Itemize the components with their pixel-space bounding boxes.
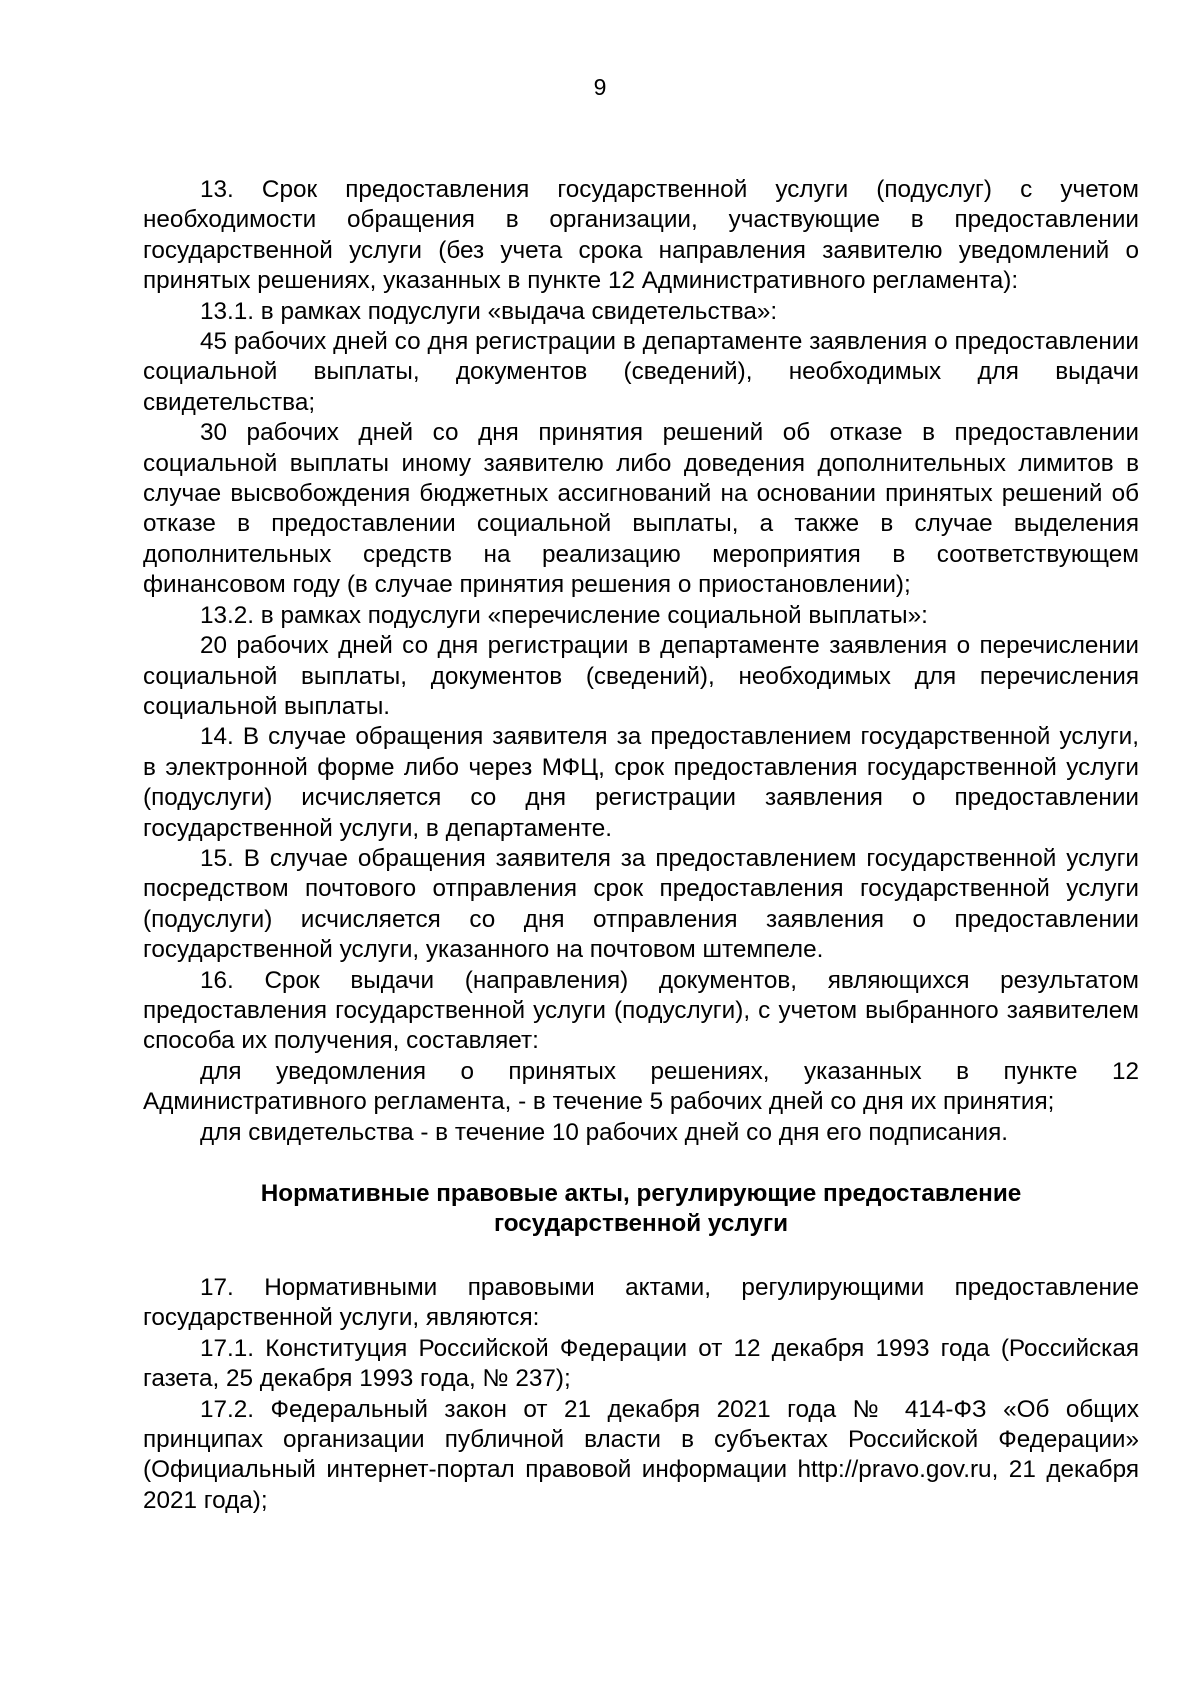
document-body	[143, 175, 1139, 1516]
paragraph-14: 14. В случае обращения заявителя за предоставлением государственной услуги, в электронной форме либо через МФЦ, срок предоставления государственной услуги (подуслуги) исчисляется со дня регистрации заявления о предоставлении государственной услуги, в департаменте.	[143, 723, 1139, 842]
paragraph-16-certificate: для свидетельства - в течение 10 рабочих дней со дня его подписания.	[200, 1118, 1008, 1146]
section-heading-line-2: государственной услуги	[493, 1210, 789, 1237]
paragraph-13: 13. Срок предоставления государственной услуги (подуслуг) с учетом необходимости обращения в организации, участвующие в предоставлении государственной услуги (без учета срока направления заявителю уведомлений о принятых решениях, указанных в пункте 12 Административного регламента):	[143, 176, 1139, 295]
paragraph-13-1: 13.1. в рамках подуслуги «выдача свидетельства»:	[200, 297, 778, 325]
paragraph-17-2: 17.2. Федеральный закон от 21 декабря 2021 года № 414-ФЗ «Об общих принципах организации публичной власти в субъектах Российской Федерации» (Официальный интернет-портал правовой информации http://pravo.gov.ru, 21 декабря 2021 года);	[143, 1395, 1139, 1514]
paragraph-13-2-term-20-days: 20 рабочих дней со дня регистрации в департаменте заявления о перечислении социальной выплаты, документов (сведений), необходимых для перечисления социальной выплаты.	[143, 632, 1139, 720]
paragraph-17-1: 17.1. Конституция Российской Федерации от 12 декабря 1993 года (Российская газета, 25 декабря 1993 года, № 237);	[143, 1334, 1139, 1393]
paragraph-13-2: 13.2. в рамках подуслуги «перечисление социальной выплаты»:	[200, 601, 928, 629]
paragraph-13-1-term-45-days: 45 рабочих дней со дня регистрации в департаменте заявления о предоставлении социальной выплаты, документов (сведений), необходимых для выдачи свидетельства;	[143, 328, 1139, 416]
page-number: 9	[593, 74, 607, 100]
paragraph-16-notification: для уведомления о принятых решениях, указанных в пункте 12 Административного регламента, - в течение 5 рабочих дней со дня их принятия;	[143, 1057, 1139, 1116]
paragraph-16: 16. Срок выдачи (направления) документов, являющихся результатом предоставления государственной услуги (подуслуги), с учетом выбранного заявителем способа их получения, составляет:	[143, 966, 1139, 1055]
paragraph-15: 15. В случае обращения заявителя за предоставлением государственной услуги посредством почтового отправления срок предоставления государственной услуги (подуслуги) исчисляется со дня отправления заявления о предоставлении государственной услуги, указанного на почтовом штемпеле.	[143, 844, 1139, 964]
section-heading	[143, 1179, 1139, 1239]
paragraph-13-1-term-30-days: 30 рабочих дней со дня принятия решений об отказе в предоставлении социальной выплаты иному заявителю либо доведения дополнительных лимитов в случае высвобождения бюджетных ассигнований на основании принятых решений об отказе в предоставлении социальной выплаты, а также в случае выделения дополнительных средств на реализацию мероприятия в соответствующем финансовом году (в случае принятия решения о приостановлении);	[143, 419, 1139, 599]
section-heading-line-1: Нормативные правовые акты, регулирующие предоставление	[260, 1180, 1022, 1207]
paragraph-17: 17. Нормативными правовыми актами, регулирующими предоставление государственной услуги, являются:	[143, 1274, 1139, 1332]
